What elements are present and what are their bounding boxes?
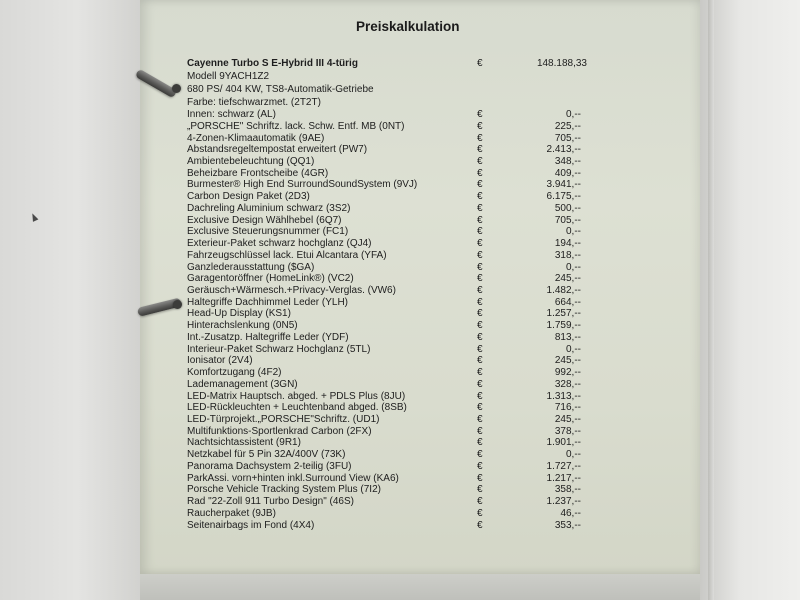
price-line-item: [187, 168, 607, 180]
item-label: Exterieur-Paket schwarz hochglanz (QJ4): [187, 238, 372, 249]
item-amount: 500,--: [554, 202, 581, 214]
model-code: Modell 9YACH1Z2: [187, 71, 270, 82]
item-amount: 813,--: [554, 331, 581, 343]
item-currency: €: [477, 343, 483, 355]
price-line-item: [187, 297, 607, 309]
item-amount: 716,--: [554, 402, 581, 414]
price-line-item: [187, 191, 607, 203]
price-line-item: [187, 308, 607, 320]
price-line-item: [187, 250, 607, 262]
item-currency: €: [477, 238, 483, 249]
item-amount: 353,--: [554, 519, 581, 531]
document-title: Preiskalkulation: [356, 19, 460, 34]
item-currency: €: [477, 355, 483, 367]
item-amount: 1.727,--: [546, 460, 581, 472]
item-label: „PORSCHE" Schriftz. lack. Schw. Entf. MB (0NT): [187, 120, 405, 132]
item-amount: 705,--: [554, 132, 581, 144]
item-currency: €: [477, 202, 483, 214]
punch-hole-top: [172, 84, 181, 93]
item-label: Dachreling Aluminium schwarz (3S2): [187, 202, 351, 214]
item-label: Rad "22-Zoll 911 Turbo Design" (46S): [187, 496, 354, 508]
item-currency: €: [477, 308, 483, 320]
desk-bottom-background: [140, 570, 700, 600]
item-label: Raucherpaket (9JB): [187, 507, 276, 519]
price-line-item: [187, 367, 607, 379]
item-label: 4-Zonen-Klimaautomatik (9AE): [187, 132, 325, 144]
item-label: Nachtsichtassistent (9R1): [187, 437, 301, 449]
item-currency: €: [477, 179, 483, 191]
item-label: LED-Matrix Hauptsch. abged. + PDLS Plus (8JU): [187, 390, 406, 402]
price-line-item: [187, 144, 607, 156]
price-line-item: [187, 179, 607, 191]
color-line: [187, 97, 607, 109]
item-label: Garagentoröffner (HomeLink®) (VC2): [187, 273, 354, 285]
price-line-item: [187, 426, 607, 438]
price-line-item: [187, 121, 607, 133]
item-label: Beheizbare Frontscheibe (4GR): [187, 167, 329, 179]
item-currency: €: [477, 449, 483, 461]
price-line-item: [187, 320, 607, 332]
item-amount: 1.482,--: [546, 285, 581, 296]
item-label: Innen: schwarz (AL): [187, 109, 276, 120]
item-amount: 992,--: [554, 367, 581, 379]
item-label: Lademanagement (3GN): [187, 378, 298, 390]
item-currency: €: [477, 472, 483, 484]
item-currency: €: [477, 437, 483, 449]
item-amount: 245,--: [554, 273, 581, 285]
price-line-item: [187, 508, 607, 520]
item-label: Netzkabel für 5 Pin 32A/400V (73K): [187, 449, 346, 461]
punch-hole-middle: [173, 300, 182, 309]
item-label: Ganzlederausstattung ($GA): [187, 261, 315, 273]
price-line-item: [187, 273, 607, 285]
item-amount: 1.217,--: [546, 472, 581, 484]
item-currency: €: [477, 167, 483, 179]
item-amount: 378,--: [554, 425, 581, 437]
item-amount: 0,--: [566, 449, 581, 461]
item-currency: €: [477, 507, 483, 519]
item-currency: €: [477, 496, 483, 508]
item-amount: 0,--: [566, 261, 581, 273]
item-label: Komfortzugang (4F2): [187, 367, 282, 379]
item-currency: €: [477, 425, 483, 437]
item-label: Seitenairbags im Fond (4X4): [187, 519, 315, 531]
item-currency: €: [477, 296, 483, 308]
engine-spec: 680 PS/ 404 KW, TS8-Automatik-Getriebe: [187, 84, 374, 95]
item-label: Fahrzeugschlüssel lack. Etui Alcantara (YFA): [187, 249, 387, 261]
item-amount: 318,--: [554, 249, 581, 261]
item-amount: 358,--: [554, 484, 581, 496]
price-line-item: [187, 133, 607, 145]
item-currency: €: [477, 460, 483, 472]
item-label: Ambientebeleuchtung (QQ1): [187, 155, 315, 167]
item-label: Head-Up Display (KS1): [187, 308, 291, 320]
price-line-item: [187, 473, 607, 485]
item-currency: €: [477, 331, 483, 343]
model-code-line: [187, 71, 607, 83]
price-line-item: [187, 496, 607, 508]
item-currency: €: [477, 191, 483, 203]
item-label: LED-Türprojekt.„PORSCHE"Schriftz. (UD1): [187, 414, 380, 425]
price-line-item: [187, 402, 607, 414]
price-line-item: [187, 262, 607, 274]
item-label: Burmester® High End SurroundSoundSystem (9VJ): [187, 179, 418, 191]
item-label: Exclusive Steuerungsnummer (FC1): [187, 226, 349, 238]
price-line-item: [187, 437, 607, 449]
item-currency: €: [477, 249, 483, 261]
item-label: Panorama Dachsystem 2-teilig (3FU): [187, 460, 352, 472]
item-currency: €: [477, 414, 483, 425]
price-line-item: [187, 156, 607, 168]
item-amount: 409,--: [554, 167, 581, 179]
item-label: Ionisator (2V4): [187, 355, 253, 367]
price-line-item: [187, 391, 607, 403]
item-label: Geräusch+Wärmesch.+Privacy-Verglas. (VW6): [187, 285, 396, 296]
price-line-item: [187, 379, 607, 391]
item-label: Interieur-Paket Schwarz Hochglanz (5TL): [187, 343, 371, 355]
item-currency: €: [477, 109, 483, 120]
item-label: Abstandsregeltempostat erweitert (PW7): [187, 144, 368, 156]
item-amount: 328,--: [554, 378, 581, 390]
model-line: [187, 58, 607, 70]
item-label: Multifunktions-Sportlenkrad Carbon (2FX): [187, 425, 372, 437]
item-currency: €: [477, 155, 483, 167]
price-line-item: [187, 285, 607, 297]
item-currency: €: [477, 378, 483, 390]
item-currency: €: [477, 519, 483, 531]
price-line-item: [187, 215, 607, 227]
price-line-item: [187, 355, 607, 367]
item-label: Exclusive Design Wählhebel (6Q7): [187, 214, 342, 226]
item-amount: 0,--: [566, 226, 581, 238]
engine-line: [187, 84, 607, 96]
item-amount: 348,--: [554, 155, 581, 167]
item-amount: 0,--: [566, 343, 581, 355]
price-line-item: [187, 332, 607, 344]
item-currency: €: [477, 484, 483, 496]
item-currency: €: [477, 261, 483, 273]
price-line-item: [187, 238, 607, 250]
item-label: LED-Rückleuchten + Leuchtenband abged. (8SB): [187, 402, 407, 414]
item-amount: 46,--: [560, 507, 581, 519]
item-amount: 705,--: [554, 214, 581, 226]
item-amount: 1.759,--: [546, 320, 581, 332]
model-name: Cayenne Turbo S E-Hybrid III 4-türig: [187, 58, 358, 69]
item-currency: €: [477, 320, 483, 332]
item-amount: 1.901,--: [546, 437, 581, 449]
item-label: Hinterachslenkung (0N5): [187, 320, 298, 332]
price-line-item: [187, 414, 607, 426]
item-amount: 1.313,--: [546, 390, 581, 402]
item-amount: 6.175,--: [546, 191, 581, 203]
desk-left-background: [0, 0, 140, 600]
item-currency: €: [477, 120, 483, 132]
price-line-item: [187, 449, 607, 461]
item-label: Haltegriffe Dachhimmel Leder (YLH): [187, 296, 348, 308]
item-amount: 245,--: [554, 414, 581, 425]
price-line-item: [187, 344, 607, 356]
item-amount: 245,--: [554, 355, 581, 367]
item-currency: €: [477, 367, 483, 379]
item-amount: 1.237,--: [546, 496, 581, 508]
item-amount: 0,--: [566, 109, 581, 120]
price-line-item: [187, 484, 607, 496]
item-amount: 664,--: [554, 296, 581, 308]
base-price: 148.188,33: [536, 58, 587, 69]
item-currency: €: [477, 214, 483, 226]
price-line-item: [187, 461, 607, 473]
item-amount: 225,--: [554, 120, 581, 132]
price-line-item: [187, 520, 607, 532]
item-currency: €: [477, 390, 483, 402]
item-amount: 194,--: [554, 238, 581, 249]
price-line-item: [187, 226, 607, 238]
item-currency: €: [477, 273, 483, 285]
price-line-item: [187, 203, 607, 215]
desk-right-background: [700, 0, 800, 600]
item-currency: €: [477, 402, 483, 414]
item-currency: €: [477, 226, 483, 238]
item-amount: 1.257,--: [546, 308, 581, 320]
currency-symbol: €: [477, 58, 483, 69]
item-currency: €: [477, 132, 483, 144]
item-currency: €: [477, 144, 483, 156]
item-label: Carbon Design Paket (2D3): [187, 191, 310, 203]
price-line-item: [187, 109, 607, 121]
item-label: Porsche Vehicle Tracking System Plus (7I2): [187, 484, 381, 496]
item-currency: €: [477, 285, 483, 296]
exterior-color: Farbe: tiefschwarzmet. (2T2T): [187, 97, 321, 108]
item-label: Int.-Zusatzp. Haltegriffe Leder (YDF): [187, 331, 349, 343]
item-amount: 3.941,--: [546, 179, 581, 191]
item-amount: 2.413,--: [546, 144, 581, 156]
item-label: ParkAssi. vorn+hinten inkl.Surround View (KA6): [187, 472, 399, 484]
